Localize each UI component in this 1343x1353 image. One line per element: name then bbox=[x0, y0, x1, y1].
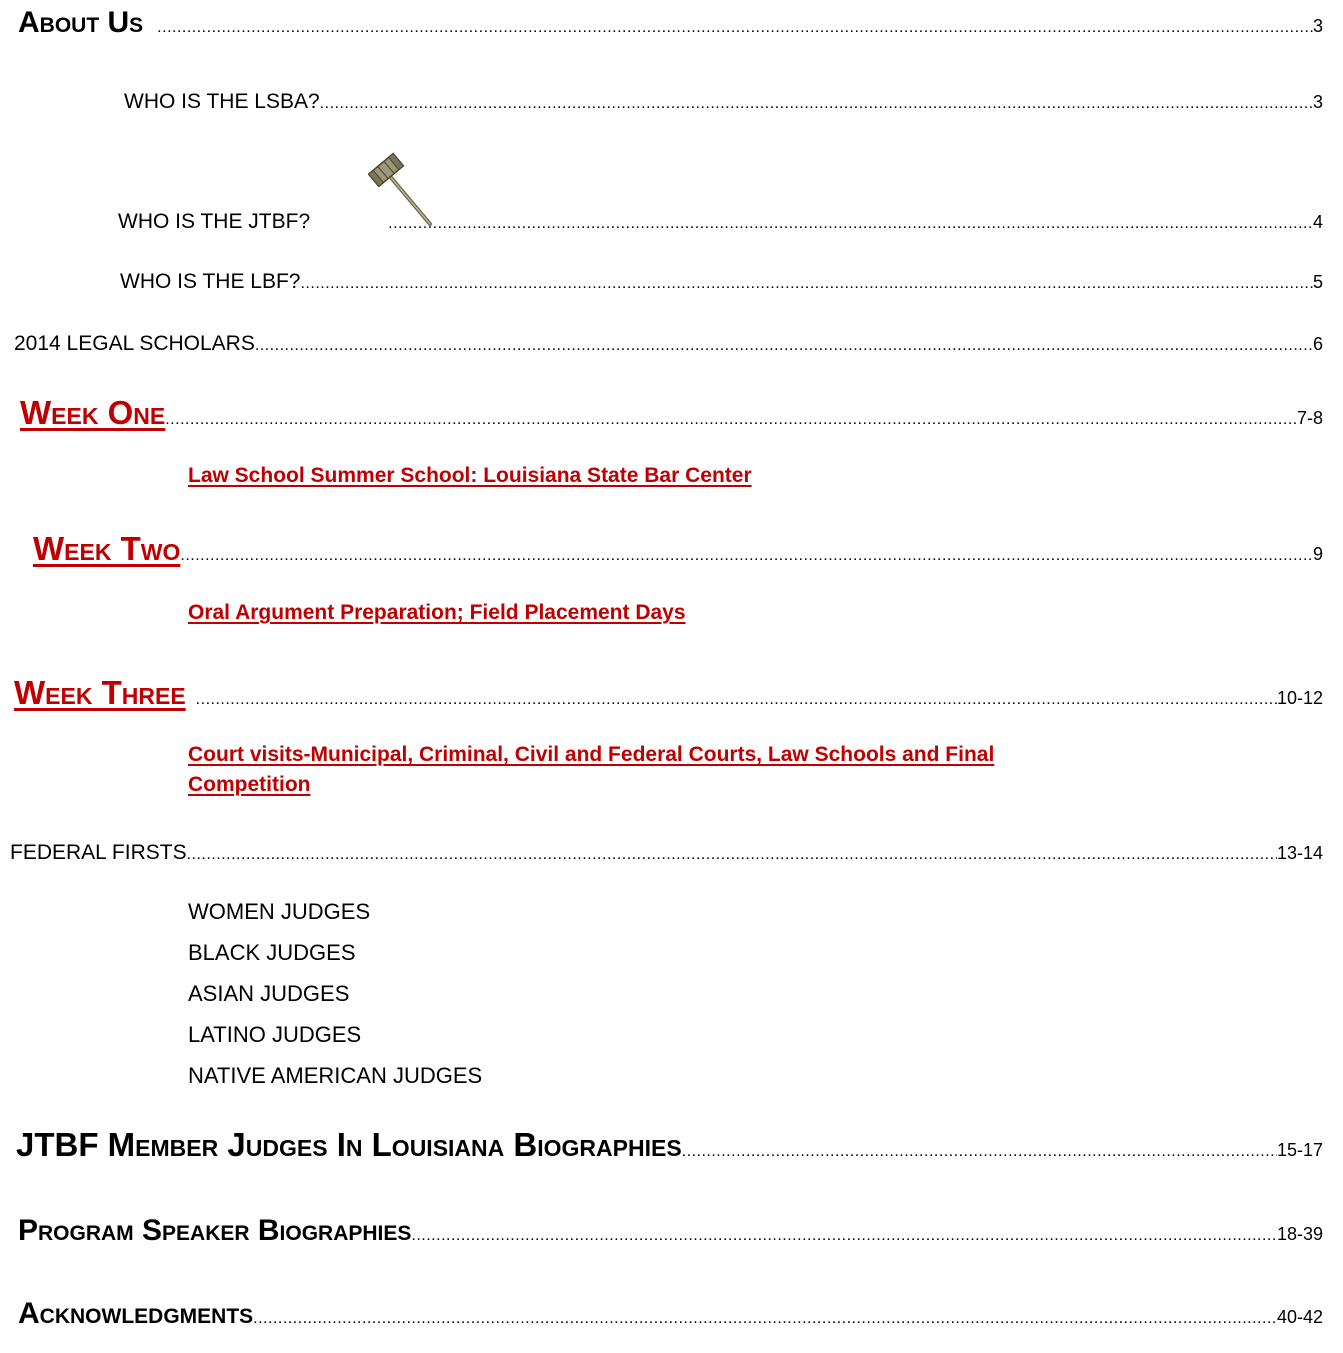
toc-page-number: 4 bbox=[1312, 212, 1323, 232]
federal-firsts-item: LATINO JUDGES bbox=[188, 1022, 362, 1047]
federal-firsts-item: NATIVE AMERICAN JUDGES bbox=[188, 1063, 483, 1088]
toc-entry-week-three[interactable] bbox=[14, 674, 1323, 712]
week-three-subtitle-link-cont[interactable]: Competition bbox=[188, 773, 311, 796]
toc-page-number: 3 bbox=[1312, 92, 1323, 112]
dot-leader bbox=[187, 846, 1277, 864]
toc-page-number: 18-39 bbox=[1276, 1224, 1323, 1244]
toc-page-number: 7-8 bbox=[1296, 408, 1323, 428]
toc-label: 2014 LEGAL SCHOLARS bbox=[14, 332, 255, 355]
toc-page-number: 13-14 bbox=[1276, 843, 1323, 863]
week-three-subtitle-link[interactable]: Court visits-Municipal, Criminal, Civil and Federal Courts, Law Schools and Final bbox=[188, 743, 995, 766]
toc-label: WHO IS THE LBF? bbox=[120, 270, 301, 293]
dot-leader bbox=[255, 337, 1313, 355]
dot-leader bbox=[165, 411, 1297, 429]
dot-leader bbox=[411, 1227, 1277, 1245]
federal-firsts-item: BLACK JUDGES bbox=[188, 940, 356, 965]
toc-label: Week Three bbox=[14, 674, 186, 711]
toc-entry-lsba[interactable] bbox=[124, 90, 1323, 114]
toc-entry-legal-scholars[interactable] bbox=[14, 332, 1323, 356]
toc-label: JTBF Member Judges In Louisiana Biographies bbox=[16, 1126, 682, 1163]
federal-firsts-item: WOMEN JUDGES bbox=[188, 899, 371, 924]
dot-leader bbox=[300, 275, 1313, 293]
toc-entry-jtbf-judges-bios[interactable] bbox=[16, 1126, 1323, 1164]
toc-entry-acknowledgments[interactable] bbox=[18, 1297, 1323, 1331]
week-two-subtitle-link[interactable]: Oral Argument Preparation; Field Placement Days bbox=[188, 601, 686, 624]
toc-label: FEDERAL FIRSTS bbox=[10, 841, 187, 864]
toc-label: WHO IS THE LSBA? bbox=[124, 90, 320, 113]
toc-entry-federal-firsts[interactable] bbox=[10, 841, 1323, 865]
toc-entry-lbf[interactable] bbox=[120, 270, 1323, 294]
toc-page-number: 6 bbox=[1312, 334, 1323, 354]
toc-entry-week-one[interactable] bbox=[20, 394, 1323, 432]
toc-label: Program Speaker Biographies bbox=[18, 1214, 412, 1247]
toc-label: Week One bbox=[20, 394, 166, 431]
dot-leader bbox=[388, 215, 1313, 233]
week-one-subtitle-link[interactable]: Law School Summer School: Louisiana State Bar Center bbox=[188, 464, 752, 487]
toc-page-number: 5 bbox=[1312, 272, 1323, 292]
toc-entry-jtbf[interactable] bbox=[118, 210, 1323, 234]
dot-leader bbox=[180, 547, 1313, 565]
federal-firsts-item: ASIAN JUDGES bbox=[188, 981, 350, 1006]
dot-leader bbox=[253, 1310, 1277, 1328]
toc-label: Acknowledgments bbox=[18, 1297, 254, 1330]
toc-page-number: 3 bbox=[1312, 16, 1323, 36]
dot-leader bbox=[157, 19, 1313, 37]
toc-label: About Us bbox=[18, 6, 144, 39]
toc-page-number: 15-17 bbox=[1276, 1140, 1323, 1160]
toc-label: WHO IS THE JTBF? bbox=[118, 210, 311, 233]
toc-entry-week-two[interactable] bbox=[33, 530, 1323, 568]
dot-leader bbox=[320, 95, 1313, 113]
dot-leader bbox=[196, 691, 1277, 709]
toc-label: Week Two bbox=[33, 530, 181, 567]
dot-leader bbox=[682, 1143, 1277, 1161]
toc-entry-about-us[interactable] bbox=[18, 6, 1323, 40]
toc-page-number: 10-12 bbox=[1276, 688, 1323, 708]
toc-page-number: 9 bbox=[1312, 544, 1323, 564]
toc-entry-speaker-bios[interactable] bbox=[18, 1214, 1323, 1248]
toc-page-number: 40-42 bbox=[1276, 1307, 1323, 1327]
